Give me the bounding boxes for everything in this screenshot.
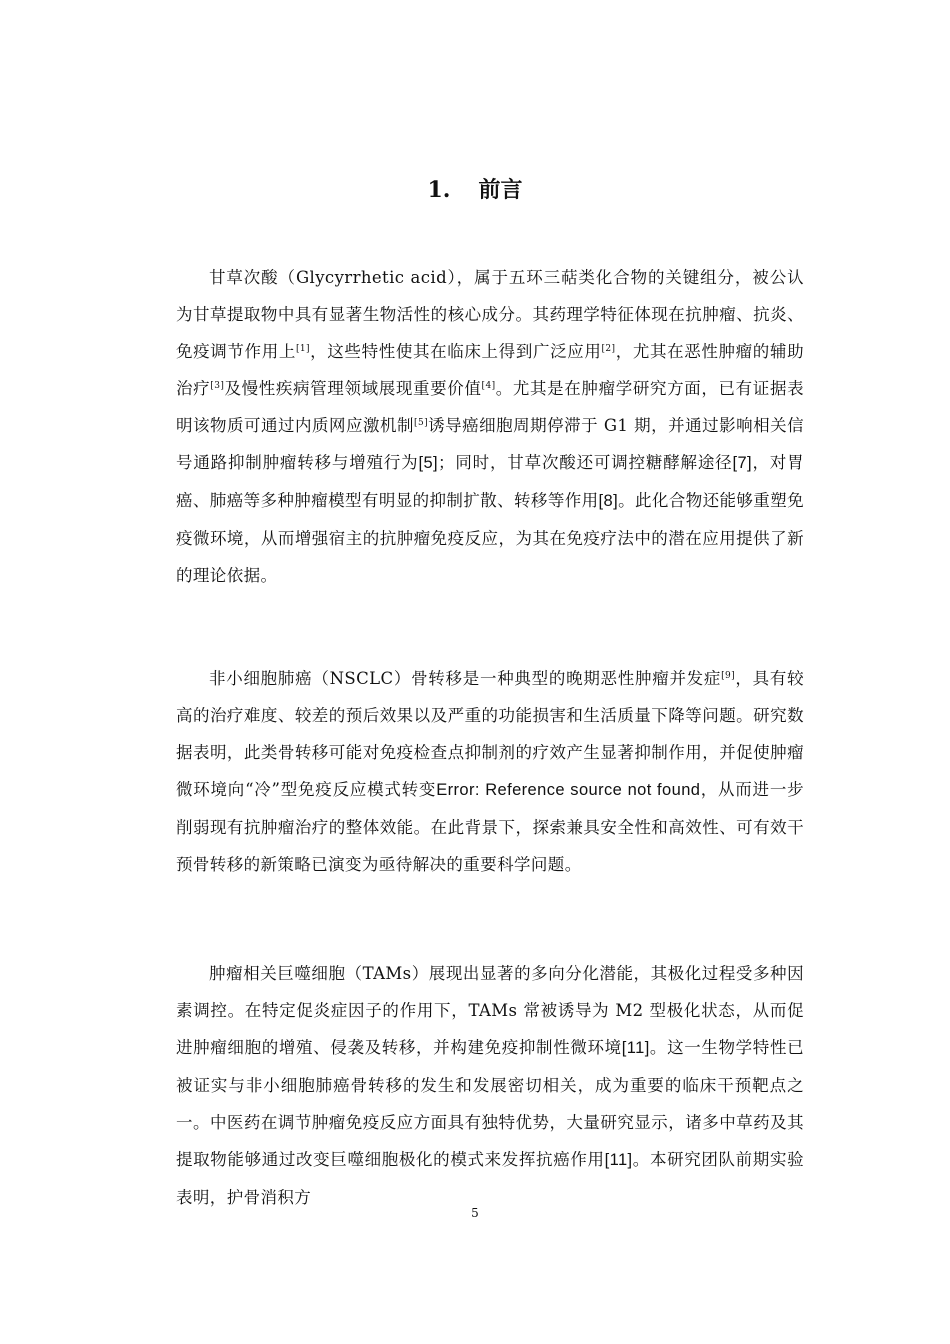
paragraph-tams [176,955,804,1216]
citation-superscript: [4] [481,381,496,391]
paragraph-content [176,955,804,1216]
citation-reference: [8] [598,492,619,510]
citation-reference: [11] [621,1039,650,1057]
paragraph-content [176,259,804,594]
text-run: ，这些特性使其在临床上得到广泛应用 [309,342,602,361]
text-run: ，尤其在恶性肿瘤的辅助治疗 [176,342,804,398]
text-run: ，具有较高的治疗难度、较差的预后效果以及严重的功能损害和生活质量下降等问题。研究数据表明，此类骨转移可能对免疫检查点抑制剂的疗效产生显著抑制作用，并促使肿瘤微环境向“冷”型免疫反应模式转变 [176,669,804,799]
citation-superscript: [3] [210,381,225,391]
paragraph-glycyrrhetic-acid [176,259,804,594]
text-run: 。本研究团队前期实验表明，护骨消积方 [176,1150,805,1207]
section-heading [0,172,950,208]
text-run: 诱导癌细胞周期停滞于 G1 期，并通过影响相关信号通路抑制肿瘤转移与增殖行为 [176,416,804,472]
citation-superscript: [9] [721,671,736,681]
text-run: ，从而进一步削弱现有抗肿瘤治疗的整体效能。在此背景下，探索兼具安全性和高效性、可有效干预骨转移的新策略已演变为亟待解决的重要科学问题。 [176,780,804,874]
citation-superscript: [2] [601,344,616,354]
text-run: 。尤其是在肿瘤学研究方面，已有证据表明该物质可通过内质网应激机制 [176,379,804,435]
page-number: 5 [471,1206,479,1220]
paragraph-nsclc-bone-metastasis [176,660,804,883]
text-run: 甘草次酸（Glycyrrhetic acid），属于五环三萜类化合物的关键组分，被公认为甘草提取物中具有显著生物活性的核心成分。其药理学特征体现在抗肿瘤、抗炎、免疫调节作用上 [176,268,804,361]
text-run: 。此化合物还能够重塑免疫微环境，从而增强宿主的抗肿瘤免疫反应，为其在免疫疗法中的潜在应用提供了新的理论依据。 [176,491,805,585]
paragraph-content [176,660,804,883]
citation-reference: [11] [604,1151,633,1169]
text-run: ；同时，甘草次酸还可调控糖酵解途径 [438,453,733,472]
citation-reference: Error: Reference source not found [436,781,701,799]
text-run: 。这一生物学特性已被证实与非小细胞肺癌骨转移的发生和发展密切相关，成为重要的临床干预靶点之一。中医药在调节肿瘤免疫反应方面具有独特优势，大量研究显示，诸多中草药及其提取物能够通过改变巨噬细胞极化的模式来发挥抗癌作用 [176,1038,804,1169]
citation-superscript: [5] [414,418,428,428]
text-run: ，对胃癌、肺癌等多种肿瘤模型有明显的抑制扩散、转移等作用 [176,453,804,510]
citation-reference: [7] [732,454,753,472]
text-run: 肿瘤相关巨噬细胞（TAMs）展现出显著的多向分化潜能，其极化过程受多种因素调控。在特定促炎症因子的作用下，TAMs 常被诱导为 M2 型极化状态，从而促进肿瘤细胞的增殖、侵袭及转移，并构建免疫抑制性微环境 [176,964,804,1057]
section-number: 1. [427,177,451,203]
section-title: 前言 [478,177,523,203]
citation-superscript: [1] [295,344,310,354]
citation-reference: [5] [418,454,439,472]
text-run: 非小细胞肺癌（NSCLC）骨转移是一种典型的晚期恶性肿瘤并发症 [209,669,722,688]
text-run: 及慢性疾病管理领域展现重要价值 [224,379,482,398]
